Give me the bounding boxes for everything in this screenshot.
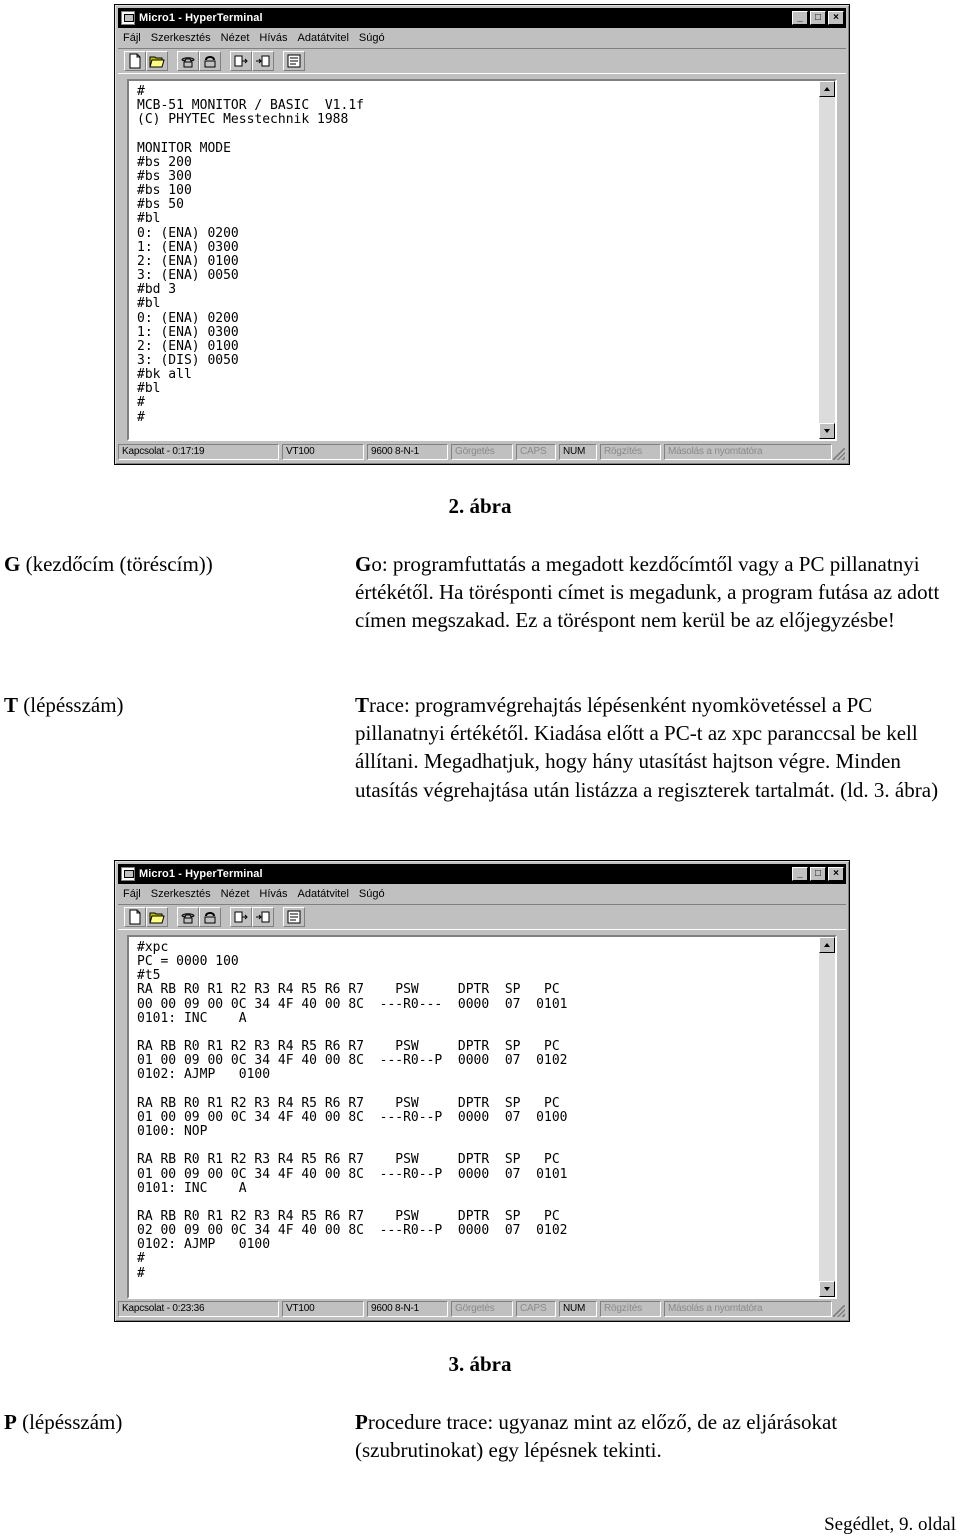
menu-edit[interactable]: Szerkesztés [150,888,211,900]
minimize-button[interactable]: _ [792,11,808,25]
vertical-scrollbar[interactable] [819,81,835,439]
command-description-p [355,1408,955,1464]
status-print: Másolás a nyomtatóra [664,1301,832,1317]
status-baud: 9600 8-N-1 [367,444,448,460]
menu-bar [118,885,846,903]
figure-caption-3: 3. ábra [448,1352,512,1376]
new-button[interactable] [124,51,146,71]
window-title: Micro1 - HyperTerminal [139,868,263,880]
window-title: Micro1 - HyperTerminal [139,12,263,24]
resize-grip-icon[interactable] [833,1305,845,1317]
receive-button[interactable] [252,51,274,71]
command-description-t [355,691,955,804]
menu-bar [118,29,846,47]
send-button[interactable] [230,51,252,71]
terminal-output: # MCB-51 MONITOR / BASIC V1.1f (C) PHYTEC Messtechnik 1988 MONITOR MODE #bs 200 #bs 300 #bs 100 #bs 50 #bl 0: (ENA) 0200 1: (ENA) 0300 2: (ENA) 0100 3: (ENA) 0050 #bd 3 #bl 0: (ENA) 0200 1: (ENA) 0300 2: (ENA) 0100 3: (DIS) 0050 #bk all #bl # # [137,84,364,425]
command-args-p: (lépésszám) [16,1410,123,1434]
command-description-g [355,550,955,635]
disconnect-button[interactable] [199,907,221,927]
menu-file[interactable]: Fájl [123,32,141,44]
status-bar [118,443,846,461]
status-connection: Kapcsolat - 0:17:19 [118,444,279,460]
open-button[interactable] [146,907,168,927]
hangup-icon [202,53,218,69]
open-button[interactable] [146,51,168,71]
status-num: NUM [559,1301,597,1317]
status-num: NUM [559,444,597,460]
menu-view[interactable]: Nézet [220,32,250,44]
menu-transfer[interactable]: Adatátvitel [297,888,349,900]
command-label-t [4,691,124,719]
command-key-t: T [4,693,19,717]
command-key-g: G [4,552,21,576]
new-button[interactable] [124,907,146,927]
resize-grip-icon[interactable] [833,448,845,460]
maximize-button[interactable]: □ [810,867,826,881]
menu-view[interactable]: Nézet [220,888,250,900]
properties-button[interactable] [283,51,305,71]
menu-edit[interactable]: Szerkesztés [150,32,211,44]
disconnect-button[interactable] [199,51,221,71]
menu-call[interactable]: Hívás [259,32,288,44]
receive-file-icon [255,53,271,69]
command-key-p: P [4,1410,17,1434]
receive-button[interactable] [252,907,274,927]
maximize-button[interactable]: □ [810,11,826,25]
status-emulation: VT100 [282,444,364,460]
command-args-t: (lépésszám) [18,693,124,717]
status-record: Rögzítés [600,1301,661,1317]
properties-button[interactable] [283,907,305,927]
properties-icon [286,909,302,925]
properties-icon [286,53,302,69]
scroll-down-icon[interactable] [819,1281,835,1297]
phone-icon [180,909,196,925]
hyperterminal-window-1 [114,4,850,465]
menu-call[interactable]: Hívás [259,888,288,900]
connect-button[interactable] [177,51,199,71]
scroll-up-icon[interactable] [819,81,835,97]
new-file-icon [127,53,143,69]
vertical-scrollbar[interactable] [819,937,835,1297]
hyperterminal-icon[interactable] [121,867,135,881]
desc-key-p: P [355,1410,368,1434]
menu-help[interactable]: Súgó [358,888,385,900]
scroll-down-icon[interactable] [819,423,835,439]
close-button[interactable]: × [828,867,844,881]
send-button[interactable] [230,907,252,927]
menu-transfer[interactable]: Adatátvitel [297,32,349,44]
status-caps: CAPS [516,1301,556,1317]
minimize-button[interactable]: _ [792,867,808,881]
toolbar [118,48,846,74]
status-connection: Kapcsolat - 0:23:36 [118,1301,279,1317]
desc-text-g: o: programfuttatás a megadott kezdőcímtől vagy a PC pillanatnyi értékétől. Ha törésponti címet is megadunk, a program futása az adott címen megszakad. Ez a töréspont nem kerül be az előjegyzésbe! [355,552,940,633]
connect-button[interactable] [177,907,199,927]
scroll-up-icon[interactable] [819,937,835,953]
desc-text-p: rocedure trace: ugyanaz mint az előző, de az eljárásokat (szubrutinokat) egy lépésnek tekinti. [355,1410,838,1463]
hyperterminal-window-2 [114,860,850,1322]
page-footer: Segédlet, 9. oldal [824,1514,956,1535]
status-print: Másolás a nyomtatóra [664,444,832,460]
hangup-icon [202,909,218,925]
status-bar [118,1300,846,1318]
desc-key-t: T [355,693,370,717]
hyperterminal-icon[interactable] [121,11,135,25]
open-folder-icon [149,53,165,69]
command-label-g [4,550,213,578]
status-emulation: VT100 [282,1301,364,1317]
close-button[interactable]: × [828,11,844,25]
title-bar[interactable] [118,864,846,884]
menu-file[interactable]: Fájl [123,888,141,900]
title-bar[interactable] [118,8,846,28]
toolbar [118,904,846,930]
open-folder-icon [149,909,165,925]
send-file-icon [233,53,249,69]
new-file-icon [127,909,143,925]
send-file-icon [233,909,249,925]
terminal-screen[interactable] [127,79,837,441]
terminal-output: #xpc PC = 0000 100 #t5 RA RB R0 R1 R2 R3 R4 R5 R6 R7 PSW DPTR SP PC 00 00 09 00 0C 34 4F 40 00 8C ---R0--- 0000 07 0101 0101: INC A RA RB R0 R1 R2 R3 R4 R5 R6 R7 PSW DPTR SP PC 01 00 09 00 0C 34 4F 40 00 8C ---R0--P 0000 07 0102 0102: AJMP 0100 RA RB R0 R1 R2 R3 R4 R5 R6 R7 PSW DPTR SP PC 01 00 09 00 0C 34 4F 40 00 8C ---R0--P 0000 07 0100 0100: NOP RA RB R0 R1 R2 R3 R4 R5 R6 R7 PSW DPTR SP PC 01 00 09 00 0C 34 4F 40 00 8C ---R0--P 0000 07 0101 0101: INC A RA RB R0 R1 R2 R3 R4 R5 R6 R7 PSW DPTR SP PC 02 00 09 00 0C 34 4F 40 00 8C ---R0--P 0000 07 0102 0102: AJMP 0100 # # [137,940,568,1281]
terminal-screen[interactable] [127,935,837,1299]
menu-help[interactable]: Súgó [358,32,385,44]
command-label-p [4,1408,122,1436]
status-caps: CAPS [516,444,556,460]
desc-text-t: race: programvégrehajtás lépésenként nyomkövetéssel a PC pillanatnyi értékétől. Kiadása előtt a PC-t az xpc paranccsal be kell állítani. Megadhatjuk, hogy hány utasítást hajtson végre. Minden utasítás végrehajtása után listázza a regiszterek tartalmát. (ld. 3. ábra) [355,693,939,802]
status-scroll: Görgetés [451,1301,513,1317]
figure-caption-2: 2. ábra [448,494,512,518]
receive-file-icon [255,909,271,925]
phone-icon [180,53,196,69]
status-record: Rögzítés [600,444,661,460]
status-baud: 9600 8-N-1 [367,1301,448,1317]
status-scroll: Görgetés [451,444,513,460]
desc-key-g: G [355,552,372,576]
command-args-g: (kezdőcím (töréscím)) [20,552,213,576]
